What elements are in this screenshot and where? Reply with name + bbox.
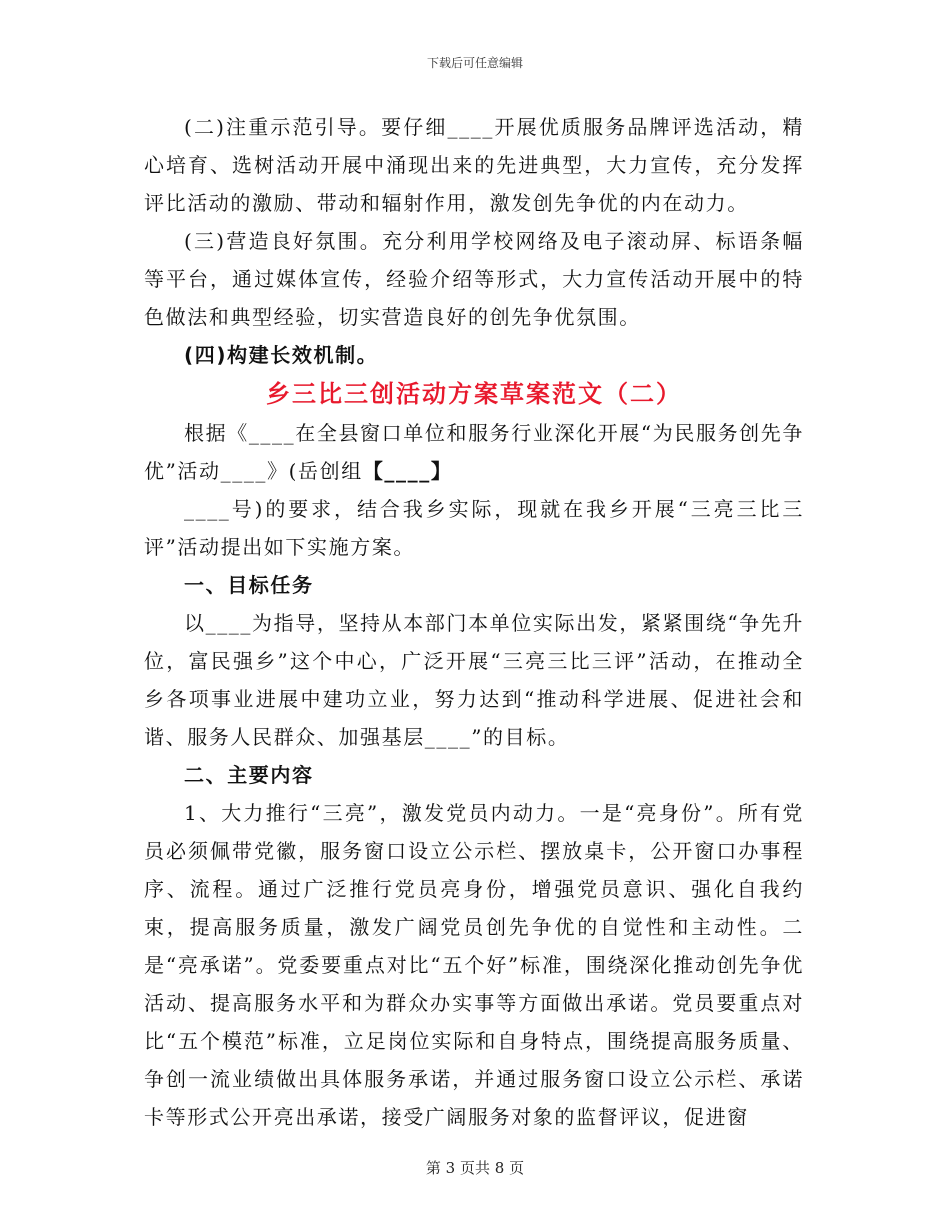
paragraph-goals: 以____为指导，坚持从本部门本单位实际出发，紧紧围绕“争先升位，富民强乡”这个中心，广泛开展“三亮三比三评”活动，在推动全乡各项事业进展中建功立业，努力达到“推动科学进展、促进社会和谐、服务人民群众、加强基层____”的目标。	[144, 611, 804, 749]
paragraph-demonstration: (二)注重示范引导。要仔细____开展优质服务品牌评选活动，精心培育、选树活动开展中涌现出来的先进典型，大力宣传，充分发挥评比活动的激励、带动和辐射作用，激发创先争优的内在动力。	[144, 115, 804, 215]
heading-long-term-mechanism: (四)构建长效机制。	[184, 343, 379, 367]
paragraph-basis	[144, 414, 804, 490]
paragraph-requirements: ____号)的要求，结合我乡实际，现就在我乡开展“三亮三比三评”活动提出如下实施方案。	[144, 497, 804, 559]
document-title: 乡三比三创活动方案草案范文（二）	[266, 380, 682, 408]
basis-text: 根据《____在全县窗口单位和服务行业深化开展“为民服务创先争优”活动____》(岳创组	[144, 421, 804, 483]
page-header: 下载后可任意编辑	[426, 56, 523, 70]
heading-goals: 一、目标任务	[184, 573, 314, 597]
document-body	[144, 108, 804, 1136]
document-number-bracket: 【____】	[362, 459, 453, 483]
heading-main-content: 二、主要内容	[184, 763, 314, 787]
paragraph-three-shows: 1、大力推行“三亮”，激发党员内动力。一是“亮身份”。所有党员必须佩带党徽，服务窗口设立公示栏、摆放桌卡，公开窗口办事程序、流程。通过广泛推行党员亮身份，增强党员意识、强化自我约束，提高服务质量，激发广阔党员创先争优的自觉性和主动性。二是“亮承诺”。党委要重点对比“五个好”标准，围绕深化推动创先争优活动、提高服务水平和为群众办实事等方面做出承诺。党员要重点对比“五个模范”标准，立足岗位实际和自身特点，围绕提高服务质量、争创一流业绩做出具体服务承诺，并通过服务窗口设立公示栏、承诺卡等形式公开亮出承诺，接受广阔服务对象的监督评议，促进窗	[144, 801, 804, 1129]
page-footer: 第 3 页共 8 页	[425, 1159, 525, 1177]
paragraph-atmosphere: (三)营造良好氛围。充分利用学校网络及电子滚动屏、标语条幅等平台，通过媒体宣传，经验介绍等形式，大力宣传活动开展中的特色做法和典型经验，切实营造良好的创先争优氛围。	[144, 229, 804, 329]
